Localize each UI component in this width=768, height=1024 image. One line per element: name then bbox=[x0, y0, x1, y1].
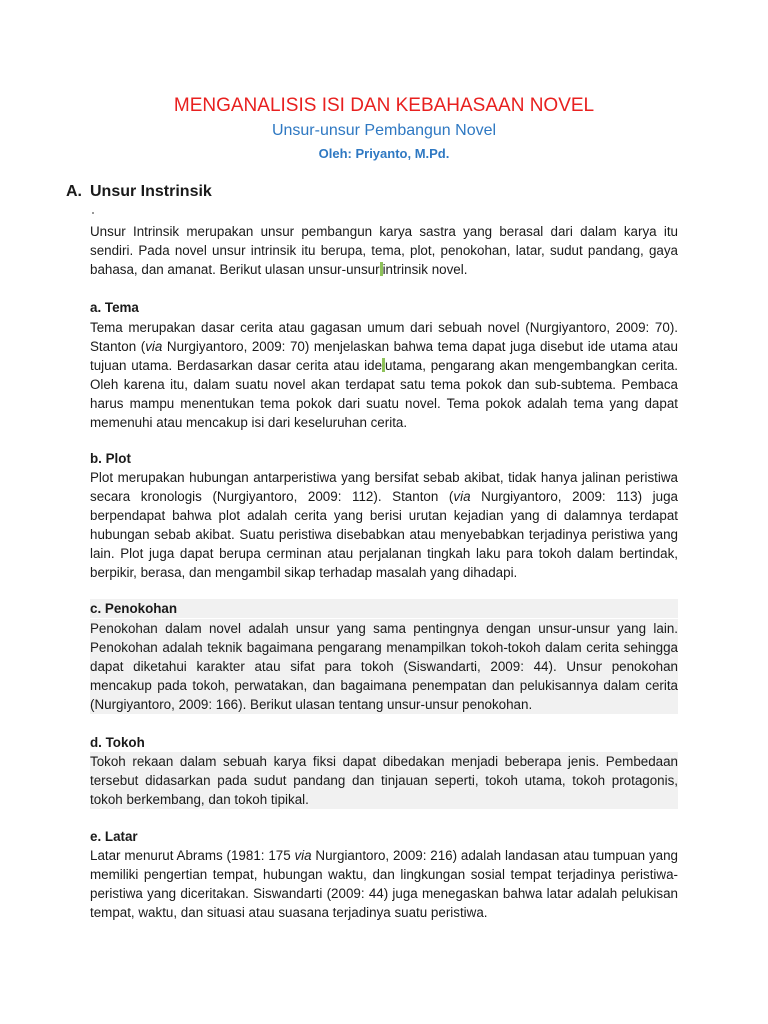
section-heading bbox=[66, 181, 212, 203]
latar-via: via bbox=[294, 848, 312, 863]
latar-heading: e. Latar bbox=[90, 829, 138, 844]
tema-heading: a. Tema bbox=[90, 300, 139, 315]
plot-text: Plot merupakan hubungan antarperistiwa yang bersifat sebab akibat, tidak hanya jalinan peristiwa secara kronologis (Nurgiyantoro, 2009: 112). Stanton ( bbox=[90, 470, 678, 504]
latar-text: Latar menurut Abrams (1981: 175 bbox=[90, 848, 295, 863]
penokohan-paragraph: Penokohan dalam novel adalah unsur yang sama pentingnya dengan unsur-unsur yang lain. Penokohan adalah teknik bagaimana pengarang menampilkan tokoh-tokoh dalam cerita sehingga dapat diketahui karakter atau sifat para tokoh (Siswandarti, 2009: 44). Unsur penokohan mencakup pada tokoh, perwatakan, dan bagaimana penempatan dan pelukisannya dalam cerita (Nurgiyantoro, 2009: 166). Berikut ulasan tentang unsur-unsur penokohan. bbox=[90, 621, 678, 712]
plot-paragraph bbox=[90, 468, 678, 582]
intro-text-end: intrinsik novel. bbox=[382, 262, 468, 277]
intro-paragraph bbox=[90, 222, 678, 279]
intro-text: Unsur Intrinsik merupakan unsur pembangun karya sastra yang berasal dari dalam karya itu sendiri. Pada novel unsur intrinsik itu berupa, tema, plot, penokohan, latar, sudut pandang, gaya bahasa, dan amanat. Berikut ulasan unsur-unsur bbox=[90, 224, 678, 277]
plot-text-end: Nurgiyantoro, 2009: 113) juga berpendapat bahwa plot adalah cerita yang berisi urutan kejadian yang di dalamnya terdapat hubungan sebab akibat. Suatu peristiwa disebabkan atau menyebabkan terjadinya peristiwa yang lain. Plot juga dapat berupa cerminan atau perjalanan tingkah laku para tokoh dalam bertindak, berpikir, berasa, dan mengambil sikap terhadap masalah yang dihadapi. bbox=[90, 489, 678, 580]
section-number: A. bbox=[66, 183, 82, 200]
tokoh-paragraph: Tokoh rekaan dalam sebuah karya fiksi dapat dibedakan menjadi beberapa jenis. Pembedaan tersebut didasarkan pada sudut pandang dan tinjauan seperti, tokoh utama, tokoh protagonis, tokoh berkembang, dan tokoh tipikal. bbox=[90, 754, 678, 807]
latar-text-end: Nurgiantoro, 2009: 216) adalah landasan atau tumpuan yang memiliki pengertian tempat, hubungan waktu, dan lingkungan sosial tempat terjadinya peristiwa-peristiwa yang diceritakan. Siswandarti (2009: 44) juga menegaskan bahwa latar adalah pelukisan tempat, waktu, dan situasi atau suasana terjadinya suatu peristiwa. bbox=[90, 848, 678, 920]
tema-paragraph bbox=[90, 318, 678, 432]
section-title: Unsur Instrinsik bbox=[90, 183, 212, 200]
latar-paragraph bbox=[90, 846, 678, 922]
document-subtitle: Unsur-unsur Pembangun Novel bbox=[271, 122, 497, 139]
tema-text: Tema merupakan dasar cerita atau gagasan umum dari sebuah novel (Nurgiyantoro, 2009: 70). Stanton ( bbox=[90, 320, 678, 354]
tema-text-mid: Nurgiyantoro, 2009: 70) menjelaskan bahwa tema dapat juga disebut ide utama atau tujuan utama. Berdasarkan dasar cerita atau ide bbox=[90, 339, 679, 373]
paragraph-mark bbox=[92, 212, 94, 214]
tokoh-heading: d. Tokoh bbox=[90, 735, 145, 750]
document-author: Oleh: Priyanto, M.Pd. bbox=[318, 146, 450, 161]
document-title: MENGANALISIS ISI DAN KEBAHASAAN NOVEL bbox=[173, 95, 595, 116]
tema-via: via bbox=[145, 339, 163, 354]
plot-via: via bbox=[453, 489, 471, 504]
penokohan-heading: c. Penokohan bbox=[90, 599, 678, 618]
plot-heading: b. Plot bbox=[90, 451, 131, 466]
tema-text-end: utama, pengarang akan mengembangkan cerita. Oleh karena itu, dalam suatu novel akan terdapat satu tema pokok dan sub-subtema. Pembaca harus mampu menentukan tema pokok dari suatu novel. Tema pokok adalah tema yang dapat memenuhi atau mencakup isi dari keseluruhan cerita. bbox=[90, 358, 678, 430]
